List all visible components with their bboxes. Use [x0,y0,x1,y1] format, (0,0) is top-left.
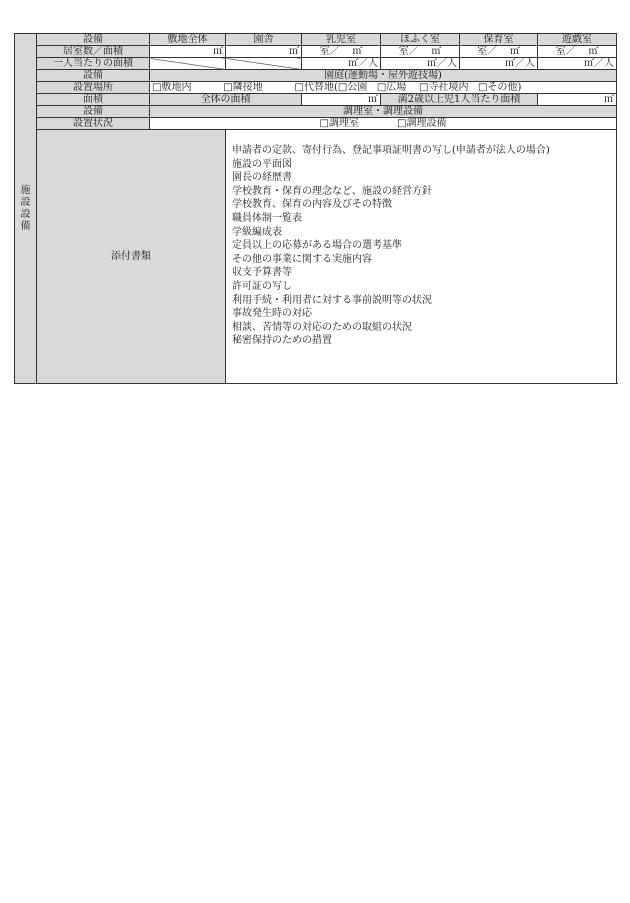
facility-table [14,33,617,384]
header-site: 敷地全体 [150,34,226,46]
crawl-rooms-field[interactable] [381,46,460,58]
unit-sqm: ㎡ [213,46,223,57]
unit-rooms: 室／ [477,46,498,57]
per-person-label: 一人当たりの面積 [37,58,150,70]
infant-per-person-field[interactable] [302,58,381,70]
nursery-per-person-field[interactable] [460,58,538,70]
building-per-person-na [226,58,302,70]
total-area-field[interactable] [302,94,381,106]
attachment-item: その他の事業に関する実施内容 [232,253,372,265]
attachment-item: 職員体制一覧表 [232,212,302,224]
site-area-field[interactable] [150,46,226,58]
header-infant-room: 乳児室 [302,34,381,46]
option-temple[interactable]: □寺社境内 [419,82,469,93]
per-person-row [15,58,617,70]
attachment-item: 定員以上の応募がある場合の選考基準 [232,240,402,252]
side-char: 設 [20,208,31,220]
unit-sqm-per-person: ㎡／人 [348,58,378,69]
attachment-item: 許可証の写し [232,280,292,292]
site-per-person-na [150,58,226,70]
kitchen-title: 調理室・調理設備 [150,106,617,118]
location-label: 設置場所 [37,82,150,94]
header-crawl-room: ほふく室 [381,34,460,46]
header-col-label: 設備 [37,34,150,46]
facility-form [14,33,616,384]
unit-rooms: 室／ [319,46,340,57]
per-child-area-label: 満2歳以上児1人当たり面積 [381,94,538,106]
header-play-room: 遊戯室 [538,34,617,46]
play-rooms-field[interactable] [538,46,617,58]
attachments-row [15,130,617,384]
option-other[interactable]: □その他) [478,82,522,93]
attachment-item: 学校教育、保育の内容及びその特徴 [232,199,392,211]
attachment-item: 学校教育・保育の理念など、施設の経営方針 [232,185,432,197]
unit-sqm: ㎡ [431,46,442,57]
location-row [15,82,617,94]
unit-sqm: ㎡ [604,94,614,105]
option-kitchen-equipment[interactable]: □調理設備 [397,118,447,129]
attachment-item: 園長の経歴書 [232,172,292,184]
attachment-item: 学級編成表 [232,226,282,238]
option-plaza[interactable]: □広場 [376,82,407,93]
side-char: 設 [20,196,31,208]
attachment-item: 申請者の定款、寄付行為、登記事項証明書の写し(申請者が法人の場合) [232,145,550,156]
nursery-rooms-field[interactable] [460,46,538,58]
side-char: 備 [20,220,31,232]
per-child-area-field[interactable] [538,94,617,106]
unit-sqm-per-person: ㎡／人 [584,58,614,69]
unit-sqm-per-person: ㎡／人 [427,58,457,69]
status-row [15,118,617,130]
unit-sqm-per-person: ㎡／人 [505,58,535,69]
playground-row [15,70,617,82]
area-label: 面積 [37,94,150,106]
attachments-label: 添付書類 [37,130,226,384]
equip-label: 設備 [37,106,150,118]
location-options [150,82,617,94]
option-alternate[interactable]: □代替地(□公園 [294,82,368,93]
option-on-site[interactable]: □敷地内 [152,82,192,93]
option-adjacent[interactable]: □隣接地 [223,82,263,93]
status-label: 設置状況 [37,118,150,130]
header-building: 園舎 [226,34,302,46]
building-area-field[interactable] [226,46,302,58]
kitchen-row [15,106,617,118]
option-kitchen-room[interactable]: □調理室 [319,118,359,129]
header-nursery-room: 保育室 [460,34,538,46]
facility-side-label [15,34,37,384]
unit-rooms: 室／ [398,46,419,57]
attachment-item: 事故発生時の対応 [232,308,312,320]
attachment-item: 収支予算書等 [232,267,292,279]
unit-sqm: ㎡ [368,94,378,105]
unit-sqm: ㎡ [289,46,299,57]
header-row [15,34,617,46]
total-area-label: 全体の面積 [150,94,302,106]
attachment-item: 相談、苦情等の対応のための取組の状況 [232,321,412,333]
playground-title: 園庭(運動場・屋外遊技場) [150,70,617,82]
attachment-item: 施設の平面図 [232,158,292,170]
attachments-list [226,130,617,384]
play-per-person-field[interactable] [538,58,617,70]
rooms-area-row [15,46,617,58]
rooms-area-label: 居室数／面積 [37,46,150,58]
side-char: 施 [20,184,31,196]
unit-rooms: 室／ [555,46,576,57]
infant-rooms-field[interactable] [302,46,381,58]
unit-sqm: ㎡ [509,46,520,57]
attachment-item: 利用手続・利用者に対する事前説明等の状況 [232,294,432,306]
crawl-per-person-field[interactable] [381,58,460,70]
attachment-item: 秘密保持のための措置 [232,335,332,347]
unit-sqm: ㎡ [588,46,599,57]
area-row [15,94,617,106]
unit-sqm: ㎡ [352,46,363,57]
facility-label: 設備 [37,70,150,82]
status-options [150,118,617,130]
